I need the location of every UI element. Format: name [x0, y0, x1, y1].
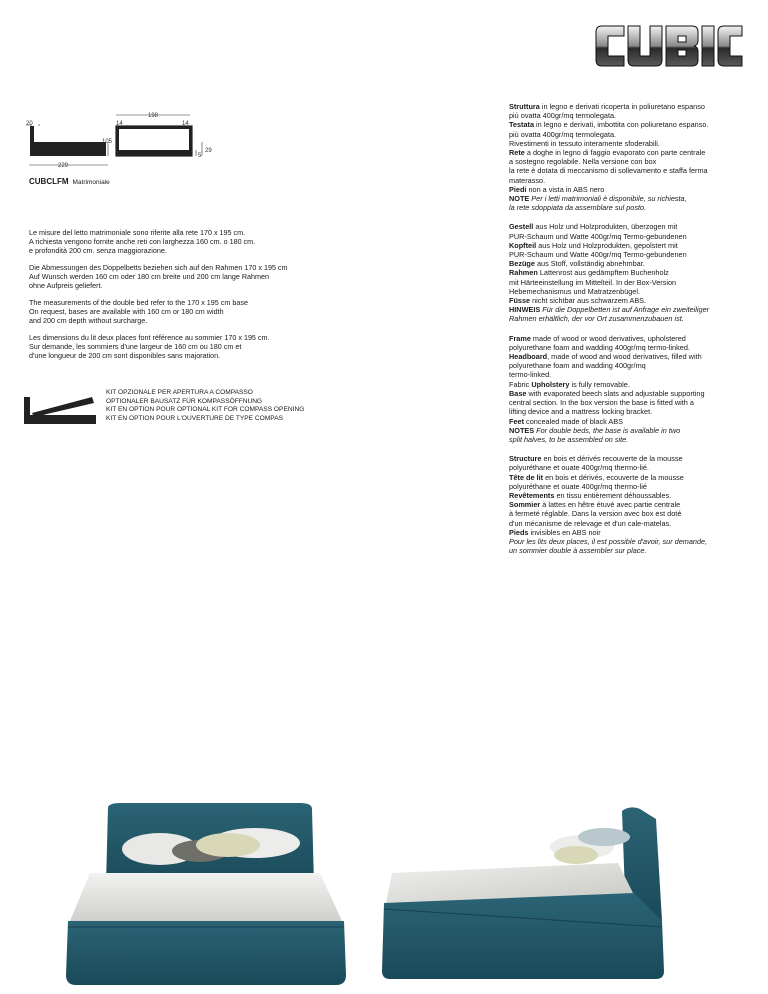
specifications [509, 102, 739, 565]
compass-kit [22, 387, 322, 431]
spec-line: la rete sdoppiata da assemblare sul posto. [509, 203, 647, 213]
spec-line: PUR-Schaum und Watte 400gr/mq Termo-gebundenen [509, 231, 687, 241]
spec-line: Kopfteil aus Holz und Holzprodukten, gepolstert mit [509, 240, 678, 250]
dim-label: 198 [148, 113, 159, 119]
spec-line: Sommier à lattes en hêtre étuvé avec partie centrale [509, 500, 681, 510]
brand-logo [594, 24, 744, 68]
spec-line: Bezüge aus Stoff, vollständig abnehmbar. [509, 259, 645, 269]
spec-line: polyurethane foam and wadding 400gr/mq termo-linked. [509, 342, 690, 352]
note-fr: Les dimensions du lit deux places font référence au sommier 170 x 195 cm. Sur demande, les sommiers d'une largeur de 160 cm ou 180 cm et d'une longueur de 200 cm sont disponibles sans majoration. [29, 333, 270, 360]
specs-english [509, 334, 739, 444]
spec-line: d'un mécanisme de relevage et d'un cale-matelas. [509, 518, 672, 528]
note-en: The measurements of the double bed refer to the 170 x 195 cm base On request, bases are available with 160 cm or 180 cm width and 200 cm depth without surcharge. [29, 298, 248, 325]
specs-italian [509, 102, 739, 212]
spec-line: polyuréthane et ouate 400gr/mq thermo-lié [509, 481, 647, 491]
dim-label: 5 [198, 153, 202, 159]
dim-label: 14 [182, 121, 189, 127]
size-notes [29, 228, 329, 368]
bed-photo-side [372, 745, 682, 994]
spec-line: materasso. [509, 175, 546, 185]
spec-line: NOTES For double beds, the base is available in two [509, 425, 681, 435]
dim-label: 14 [116, 121, 123, 127]
model-description: Matrimoniale [72, 179, 110, 186]
spec-line: più ovatta 400gr/mq termolegata. [509, 129, 617, 139]
spec-line: polyuréthane et ouate 400gr/mq thermo-lié. [509, 463, 649, 473]
spec-line: Frame made of wood or wood derivatives, upholstered [509, 333, 686, 343]
spec-line: Testata in legno e derivati, imbottita con poliuretano espanso. [509, 120, 709, 130]
spec-line: a sostegno regolabile. Nella versione con box [509, 157, 657, 167]
specs-french [509, 454, 739, 555]
note-it: Le misure del letto matrimoniale sono riferite alla rete 170 x 195 cm. A richiesta vengono fornite anche reti con larghezza 160 cm. o 180 cm. e profondità 200 cm. senza maggiorazione. [29, 228, 256, 255]
kit-description: KIT OPZIONALE PER APERTURA A COMPASSO OPTIONALER BAUSATZ FÜR KOMPASSÖFFNUNG KIT EN OPTION POUR OPTIONAL KIT FOR COMPASS OPENING KIT EN OPTION POUR L'OUVERTURE DE TYPE COMPAS [106, 389, 305, 422]
spec-line: Pour les lits deux places, il est possible d'avoir, sur demande, [509, 536, 708, 546]
spec-line: Rahmen Lattenrost aus gedämpftem Buchenholz [509, 268, 669, 278]
spec-line: Hebemechanismus und Matratzenbügel. [509, 286, 641, 296]
spec-line: central section. In the box version the base is fitted with a [509, 398, 694, 408]
note-de: Die Abmessungen des Doppelbetts beziehen sich auf den Rahmen 170 x 195 cm Auf Wunsch werden 160 cm oder 180 cm breite und 200 cm lange Rahmen ohne Aufpreis geliefert. [29, 263, 288, 290]
lift-bed-icon [22, 391, 100, 427]
spec-line: Rete a doghe in legno di faggio evaporato con parte centrale [509, 148, 706, 158]
spec-line: Gestell aus Holz und Holzprodukten, überzogen mit [509, 222, 678, 232]
spec-line: Base with evaporated beech slats and adjustable supporting [509, 388, 705, 398]
dimension-drawings [18, 112, 228, 182]
spec-line: Feet concealed made of black ABS [509, 416, 623, 426]
dim-label: 20 [26, 121, 33, 127]
spec-line: Revêtements en tissu entièrement déhoussables. [509, 490, 672, 500]
bed-dimension-diagram [18, 112, 228, 182]
spec-line: NOTE Per i letti matrimoniali è disponibile, su richiesta, [509, 194, 687, 204]
specs-german [509, 222, 739, 323]
spec-line: mit Härteeinstellung im Mittelteil. In der Box-Version [509, 277, 677, 287]
spec-line: Füsse nicht sichtbar aus schwarzem ABS. [509, 296, 647, 306]
spec-line: Pieds invisibles en ABS noir [509, 527, 601, 537]
spec-line: un sommier double à assembler sur place. [509, 546, 647, 556]
spec-line: Tête de lit en bois et dérivés, ecouverte de la mousse [509, 472, 684, 482]
spec-line: Piedi non a vista in ABS nero [509, 184, 605, 194]
dim-label: 29 [205, 148, 212, 154]
dim-label: 105 [102, 139, 113, 145]
bed-photo-front [50, 745, 360, 994]
spec-line: Rahmen erhältlich, der vor Ort zusammenzubauen ist. [509, 314, 684, 324]
spec-line: HINWEIS Für die Doppelbetten ist auf Anfrage ein zweiteiliger [509, 305, 710, 315]
spec-line: split halves, to be assembled on site. [509, 434, 629, 444]
spec-line: Headboard, made of wood and wood derivatives, filled with [509, 352, 702, 362]
spec-line: Fabric Upholstery is fully removable. [509, 379, 630, 389]
spec-line: la rete è dotata di meccanismo di sollevamento e staffa ferma [509, 166, 708, 176]
spec-line: Structure en bois et dérivés recouverte de la mousse [509, 454, 683, 464]
spec-line: Rivestimenti in tessuto interamente sfoderabili. [509, 138, 660, 148]
spec-line: polyurethane foam and wadding 400gr/mq [509, 361, 646, 371]
spec-line: lifting device and a mattress locking bracket. [509, 407, 653, 417]
spec-line: à fermeté réglable. Dans la version avec box est doté [509, 509, 682, 519]
spec-line: PUR-Schaum und Watte 400gr/mq Termo-gebundenen [509, 250, 687, 260]
spec-line: più ovatta 400gr/mq termolegata. [509, 111, 617, 121]
model-code: CUBCLFM [29, 177, 69, 186]
dim-label: 229 [58, 163, 69, 169]
model-label [29, 177, 110, 186]
spec-line: Struttura in legno e derivati ricoperta in poliuretano espanso [509, 102, 705, 111]
spec-line: termo-linked. [509, 370, 552, 380]
